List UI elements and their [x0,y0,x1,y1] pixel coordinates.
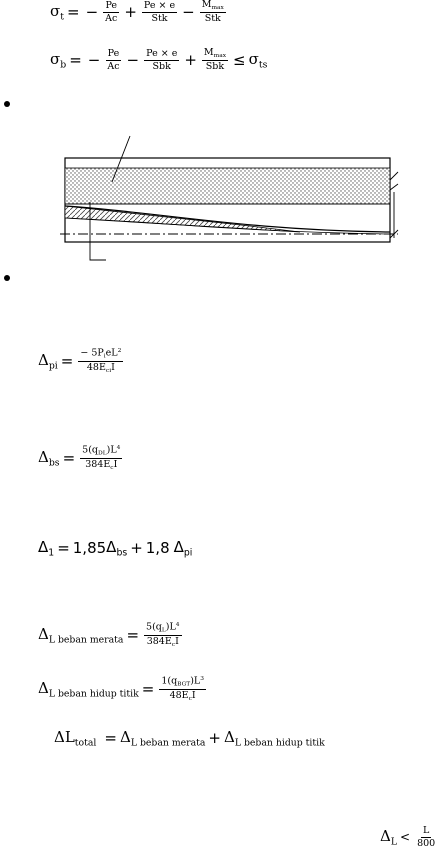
fraction: $\frac{Pe}{Ac}$ [105,0,118,24]
prestress-beam-diagram [0,130,438,265]
fraction: $\frac{Pe \times e}{\text{Stk}}$ [143,0,176,24]
fraction: $\frac{5(q_{DL})L^4}{384E_cI}$ [82,444,121,471]
sigma-b-equation: $\sigma_b$ = − $\frac{Pe}{Ac}$ − $\frac{Pe \times e}{\text{Sbk}}$ + $\frac{M_{max}}{\text{Sbk}}$ ≤ $\sigma_{ts}$ [50,47,268,73]
fraction: $\frac{L}{800}$ [417,825,436,849]
delta-1-equation: $\Delta_1$ = 1,85 $\Delta_{bs}$ + 1,8 $\Delta_{pi}$ [38,538,193,559]
fraction: $\frac{- 5P_ieL^2}{48E_{ci}I}$ [80,347,122,374]
sigma-t-lhs: $\sigma_t$ [50,1,64,23]
delta-l-merata-equation: $\Delta_{L beban merata}$ = $\frac{5(q_L)L^4}{384E_cI}$ [38,621,180,648]
fraction: $\frac{Pe \times e}{\text{Sbk}}$ [146,47,178,72]
sigma-t-equation: $\sigma_t$ = − $\frac{Pe}{Ac}$ + $\frac{Pe \times e}{\text{Stk}}$ − $\frac{M_{max}}{\text{Stk}}$ [50,0,224,25]
fraction: $\frac{M_{max}}{\text{Sbk}}$ [203,47,227,73]
delta-l-titik-equation: $\Delta_{L beban hidup titik}$ = $\frac{1(q_{BGT})L^3}{48E_cI}$ [38,675,204,702]
fraction: $\frac{Pe}{Ac}$ [107,47,120,72]
bullet-point [4,101,10,107]
delta-bs-equation: $\Delta_{bs}$ = $\frac{5(q_{DL})L^4}{384E_cI}$ [38,444,121,471]
fraction: $\frac{5(q_L)L^4}{384E_cI}$ [146,621,180,648]
sigma-ts: $\sigma_{ts}$ [248,49,268,71]
delta-l-total-equation: $\Delta L_{total}$ = $\Delta_{L beban merata}$ + $\Delta_{L beban hidup titik}$ [54,728,325,749]
delta-l-limit-equation: $\Delta_L$ < $\frac{L}{800}$ [380,825,436,849]
bullet-point [4,275,10,281]
sigma-b-lhs: $\sigma_b$ [50,49,67,71]
top-stress-band [65,168,390,204]
delta-pi-equation: $\Delta_{pi}$ = $\frac{- 5P_ieL^2}{48E_{ci}I}$ [38,347,122,374]
fraction: $\frac{1(q_{BGT})L^3}{48E_cI}$ [161,675,204,702]
fraction: $\frac{M_{max}}{\text{Stk}}$ [201,0,224,25]
